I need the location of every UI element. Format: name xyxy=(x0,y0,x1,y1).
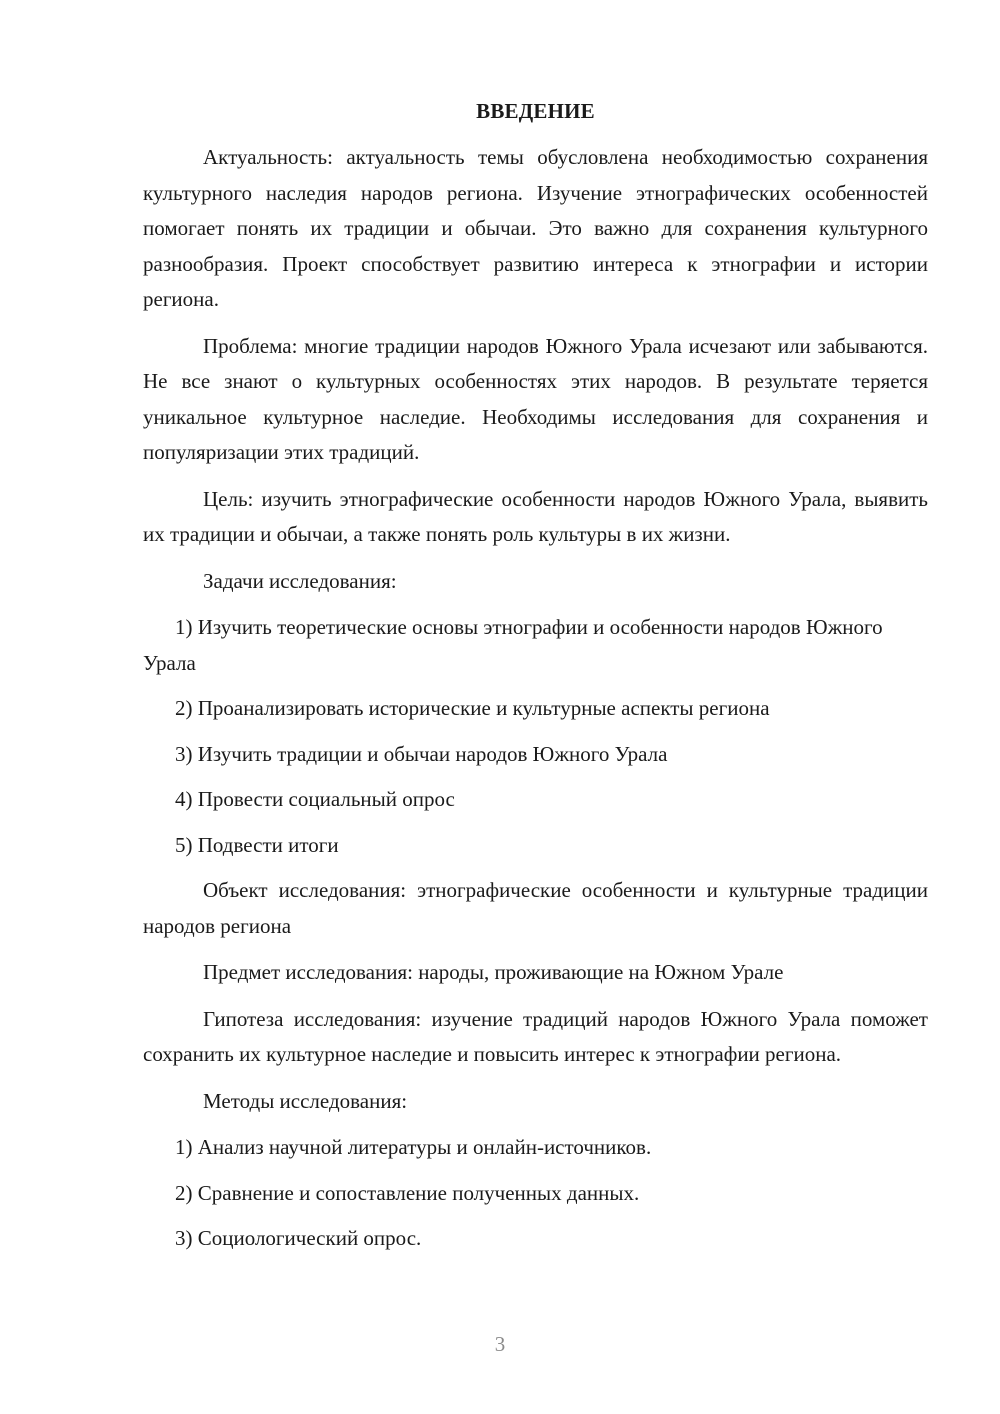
task-item: 1) Изучить теоретические основы этнографии и особенности народов Южного Урала xyxy=(143,615,883,675)
method-item: 3) Социологический опрос. xyxy=(175,1226,422,1250)
object-paragraph: Объект исследования: этнографические особенности и культурные традиции народов региона xyxy=(143,878,928,938)
methods-heading: Методы исследования: xyxy=(203,1088,408,1113)
page-title: ВВЕДЕНИЕ xyxy=(476,99,595,123)
problem-paragraph: Проблема: многие традиции народов Южного Урала исчезают или забываются. Не все знают о культурных особенностях этих народов. В результате теряется уникальное культурное наследие. Необходимы исследования для сохранения и популяризации этих традиций. xyxy=(143,333,928,464)
task-item: 5) Подвести итоги xyxy=(175,832,339,857)
task-item: 3) Изучить традиции и обычаи народов Южного Урала xyxy=(175,741,668,766)
subject-paragraph: Предмет исследования: народы, проживающие на Южном Урале xyxy=(203,960,784,984)
page-number: 3 xyxy=(494,1332,506,1356)
goal-paragraph: Цель: изучить этнографические особенности народов Южного Урала, выявить их традиции и обычаи, а также понять роль культуры в их жизни. xyxy=(143,486,928,546)
document-page xyxy=(143,96,928,1267)
task-item: 4) Провести социальный опрос xyxy=(175,787,455,811)
method-item: 1) Анализ научной литературы и онлайн-источников. xyxy=(175,1135,652,1159)
method-item: 2) Сравнение и сопоставление полученных данных. xyxy=(175,1180,640,1205)
hypothesis-paragraph: Гипотеза исследования: изучение традиций народов Южного Урала поможет сохранить их культурное наследие и повысить интерес к этнографии региона. xyxy=(143,1006,928,1066)
task-item: 2) Проанализировать исторические и культурные аспекты региона xyxy=(175,696,770,720)
tasks-heading: Задачи исследования: xyxy=(203,568,397,593)
relevance-paragraph: Актуальность: актуальность темы обусловлена необходимостью сохранения культурного наследия народов региона. Изучение этнографических особенностей помогает понять их традиции и обычаи. Это важно для сохранения культурного разнообразия. Проект способствует развитию интереса к этнографии и истории региона. xyxy=(143,145,928,311)
